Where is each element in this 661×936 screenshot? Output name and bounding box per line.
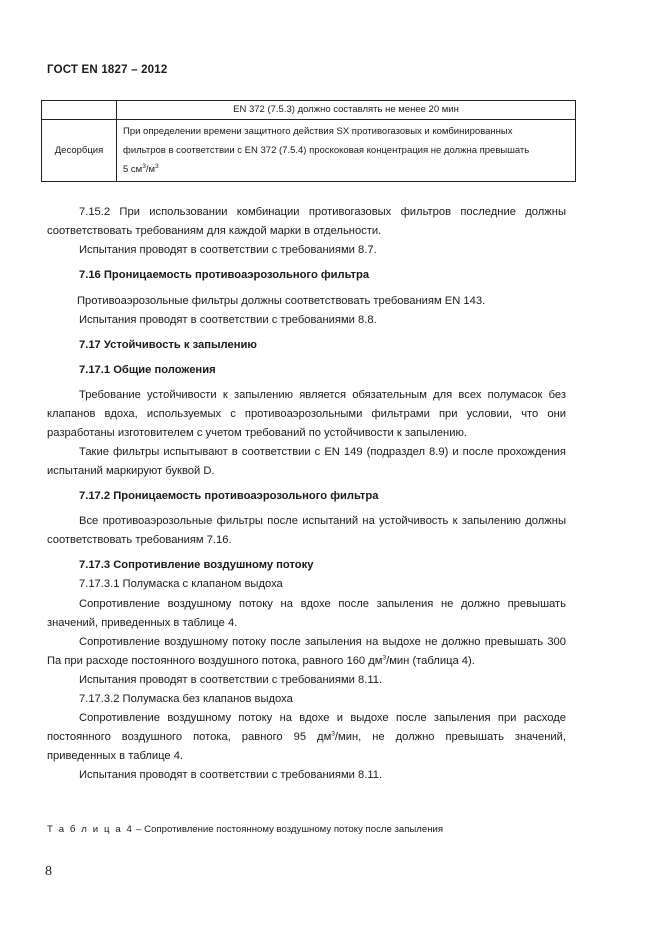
paragraph-line: Сопротивление воздушному потоку на вдохе после запыления не должно превышать [79, 598, 566, 610]
page-number: 8 [45, 864, 52, 879]
subsection-heading: 7.17.2 Проницаемость противоаэрозольного фильтра [79, 490, 379, 502]
paragraph-line: Требование устойчивости к запылению является обязательным для всех полумасок без [79, 389, 566, 401]
subsection-heading: 7.17.3.2 Полумаска без клапанов выдоха [79, 693, 293, 705]
paragraph-line: Сопротивление воздушному потоку на вдохе и выдохе после запыления при расходе [79, 712, 566, 724]
table-cell-line: фильтров в соответствии с EN 372 (7.5.4) проскоковая концентрация не должна превышать [123, 145, 530, 156]
superscript: 3 [382, 654, 387, 662]
text-run: Па при расходе постоянного воздушного потока, равного 160 дм [47, 655, 383, 667]
requirements-table-fragment [41, 100, 576, 182]
subsection-heading: 7.17.1 Общие положения [79, 364, 216, 376]
subsection-heading: 7.17.3.1 Полумаска с клапаном выдоха [79, 578, 283, 590]
table-cell-line [123, 160, 569, 179]
paragraph-line: Все противоаэрозольные фильтры после испытаний на устойчивость к запылению должны [79, 515, 566, 527]
paragraph-line: Сопротивление воздушному потоку после запыления на выдохе не должно превышать 300 [79, 636, 566, 648]
paragraph-line: Испытания проводят в соответствии с требованиями 8.11. [79, 769, 383, 781]
table-caption [47, 824, 443, 835]
unit-text: /м [145, 164, 156, 175]
paragraph-line: Испытания проводят в соответствии с требованиями 8.11. [79, 674, 383, 686]
table-row [42, 120, 576, 182]
paragraph-line: значений, приведенных в таблице 4. [47, 617, 238, 629]
paragraph-line: соответствовать требованиям 7.16. [47, 534, 232, 546]
unit-text: 5 см [123, 164, 143, 175]
superscript: 3 [331, 730, 335, 738]
paragraph-line: 7.15.2 При использовании комбинации противогазовых фильтров последние должны [79, 206, 566, 218]
subsection-heading: 7.17.3 Сопротивление воздушному потоку [79, 559, 314, 571]
section-heading: 7.16 Проницаемость противоаэрозольного фильтра [79, 269, 370, 281]
paragraph-line [47, 730, 566, 744]
text-run: постоянного воздушного потока, равного 95 дм [47, 731, 332, 743]
paragraph-line: Испытания проводят в соответствии с требованиями 8.7. [79, 244, 377, 256]
document-header: ГОСТ EN 1827 – 2012 [47, 64, 168, 76]
table-cell: EN 372 (7.5.3) должно составлять не менее 20 мин [117, 101, 576, 120]
section-heading: 7.17 Устойчивость к запылению [79, 339, 257, 351]
superscript: 3 [155, 162, 159, 170]
paragraph-line [47, 654, 475, 668]
text-run: /мин, не должно превышать значений, [334, 731, 566, 743]
table-cell-line: При определении времени защитного действия SX противогазовых и комбинированных [123, 126, 513, 137]
superscript: 3 [142, 162, 146, 170]
paragraph-line: клапанов вдоха, используемых с противоаэрозольными фильтрами при условии, что они [47, 408, 566, 420]
table-caption-label: Т а б л и ц а 4 [47, 824, 134, 835]
paragraph-line: Испытания проводят в соответствии с требованиями 8.8. [79, 314, 377, 326]
paragraph-line: Такие фильтры испытывают в соответствии с EN 149 (подраздел 8.9) и после прохождения [79, 446, 566, 458]
table-row [42, 101, 576, 120]
table-cell-empty [42, 101, 117, 120]
text-run: /мин (таблица 4). [386, 655, 475, 667]
table-cell-label: Десорбция [42, 120, 117, 182]
paragraph-line: соответствовать требованиям для каждой марки в отдельности. [47, 225, 382, 237]
paragraph-line: разработаны изготовителем с учетом требований по устойчивости к запылению. [47, 427, 467, 439]
table-cell [117, 120, 576, 182]
paragraph-line: испытаний маркируют буквой D. [47, 465, 215, 477]
paragraph-line: Противоаэрозольные фильтры должны соответствовать требованиям EN 143. [77, 295, 486, 307]
table-caption-text: – Сопротивление постоянному воздушному потоку после запыления [133, 824, 444, 835]
paragraph-line: приведенных в таблице 4. [47, 750, 184, 762]
